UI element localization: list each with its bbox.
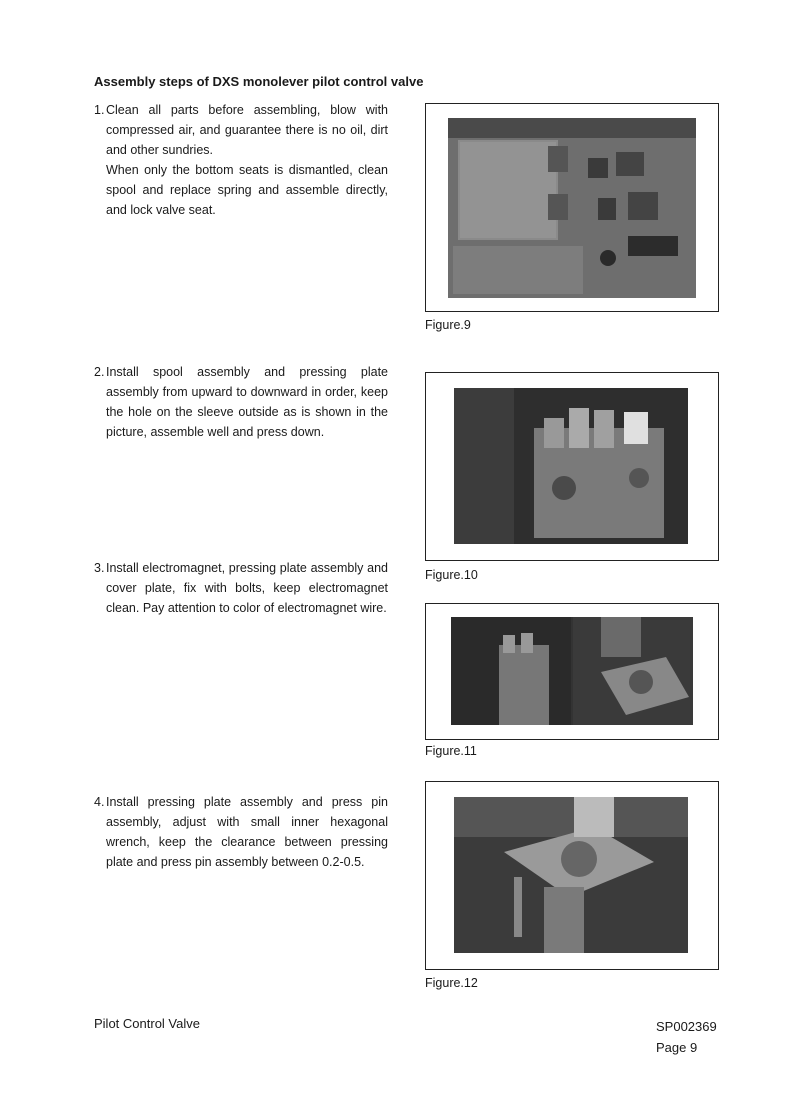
footer-doc-code: SP002369 [656, 1019, 717, 1034]
figure-10-caption: Figure.10 [425, 568, 478, 582]
figure-12-caption: Figure.12 [425, 976, 478, 990]
step-text: Install electromagnet, pressing plate assembly and cover plate, fix with bolts, keep electromagnet clean. Pay attention to color of electromagnet wire. [106, 561, 388, 615]
step-2 [94, 362, 388, 442]
figure-11-photo [451, 617, 693, 725]
step-text: Install spool assembly and pressing plate assembly from upward to downward in order, keep the hole on the sleeve outside as is shown in the picture, assemble well and press down. [106, 365, 388, 439]
figure-9-caption: Figure.9 [425, 318, 471, 332]
page-title: Assembly steps of DXS monolever pilot control valve [94, 74, 424, 89]
figure-10-photo [454, 388, 688, 544]
step-text: Install pressing plate assembly and press pin assembly, adjust with small inner hexagonal wrench, keep the clearance between pressing plate and press pin assembly between 0.2-0.5. [106, 795, 388, 869]
step-text: Clean all parts before assembling, blow with compressed air, and guarantee there is no oil, dirt and other sundries. [106, 103, 388, 157]
step-number: 2. [94, 365, 105, 379]
step-1 [94, 100, 388, 220]
figure-12-photo [454, 797, 688, 953]
step-3 [94, 558, 388, 618]
step-number: 1. [94, 103, 105, 117]
figure-11-caption: Figure.11 [425, 744, 477, 758]
step-4 [94, 792, 388, 872]
footer-document-name: Pilot Control Valve [94, 1016, 200, 1031]
step-number: 4. [94, 795, 105, 809]
figure-9-photo [448, 118, 696, 298]
footer-right [656, 1016, 717, 1058]
step-number: 3. [94, 561, 105, 575]
footer-page-number: Page 9 [656, 1040, 698, 1055]
step-text: When only the bottom seats is dismantled, clean spool and replace spring and assemble directly, and lock valve seat. [106, 163, 388, 217]
